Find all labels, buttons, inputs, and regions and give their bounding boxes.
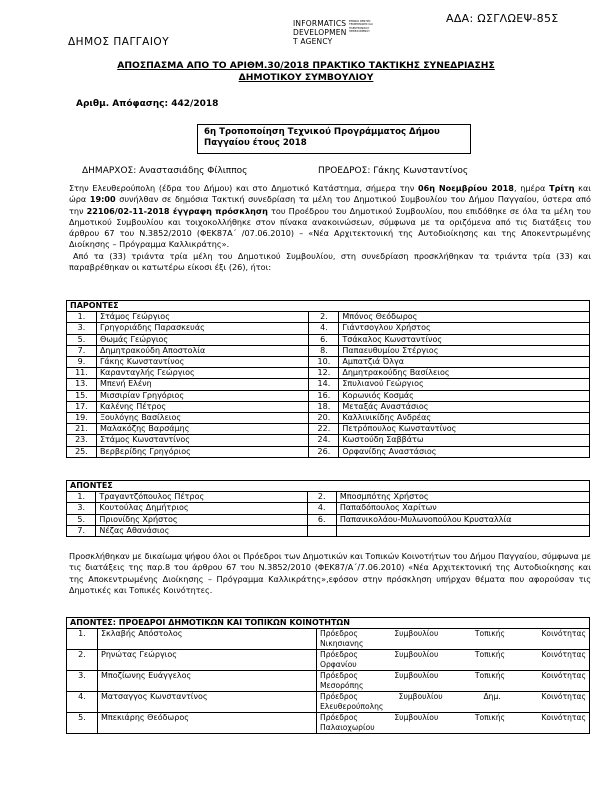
row-number: 7. [67,525,96,536]
role-word: Τοπικής [474,629,505,638]
member-name: Κουτούλας Δημήτριος [96,503,307,514]
member-name: Μπενή Ελένη [96,379,309,390]
ada-code: ΑΔΑ: ΩΣΓΛΩΕΨ-85Σ [446,12,559,25]
mayor-line: ΔΗΜΑΡΧΟΣ: Αναστασιάδης Φίλιππος [82,166,248,176]
present-members-table [66,300,590,458]
president-name: Μποζίωνης Ευάγγελος [98,671,317,692]
row-number: 1. [67,312,97,323]
municipality-name: ΔΗΜΟΣ ΠΑΓΓΑΙΟΥ [68,36,170,48]
member-name: Παπανικολάου-Μυλωνοπούλου Κρυσταλλία [336,514,589,525]
role-word: Κοινότητας [541,713,586,722]
role-word: Συμβουλίου [394,671,439,680]
member-name: Σπυλιανού Γεώργιος [339,379,590,390]
row-number: 4. [67,692,98,713]
community-name: Μεσορόπης [320,681,364,690]
table-row [67,446,590,457]
row-number: 10. [309,357,339,368]
president-name: Ματσαγγος Κωνσταντίνος [98,692,317,713]
table-row [67,435,590,446]
intro-paragraph-2: Από τα (33) τριάντα τρία μέλη του Δημοτικού Συμβουλίου, στη συνεδρίαση προσκλήθηκαν τα τριάντα τρία (33) και παραβρέθηκαν οι κατωτέρω είκοσι έξι (26), ήτοι: [69,250,591,273]
row-number: 22. [309,424,339,435]
table-row [67,357,590,368]
row-number: 2. [67,650,98,671]
table-row [67,650,590,671]
present-header: ΠΑΡΟΝΤΕΣ [67,301,590,312]
role-word: Τοπικής [474,650,505,659]
row-number: 6. [307,514,336,525]
table-row [67,514,590,525]
row-number: 4. [309,323,339,334]
member-name: Πριονίδης Χρήστος [96,514,307,525]
member-name: Καλλινικίδης Ανδρέας [339,413,590,424]
member-name: Αμπατζιά Όλγα [339,357,590,368]
row-number: 2. [307,492,336,503]
member-name: Δημητρακούδη Αποστολία [96,345,309,356]
row-number: 26. [309,446,339,457]
community-name: Νικησιανης [320,639,364,648]
row-number: 12. [309,368,339,379]
member-name: Στάμος Γεώργιος [96,312,309,323]
row-number [307,525,336,536]
role-word: Συμβουλίου [394,629,439,638]
intro-text [69,183,591,273]
role-word: Συμβουλίου [394,650,439,659]
member-name [336,525,589,536]
row-number: 21. [67,424,97,435]
title-line-1: ΑΠΟΣΠΑΣΜΑ ΑΠΟ ΤΟ ΑΡΙΘΜ.30/2018 ΠΡΑΚΤΙΚΟ ΤΑΚΤΙΚΗΣ ΣΥΝΕΔΡΙΑΣΗΣ [117,60,495,71]
role-word: Συμβουλίου [398,692,443,701]
intro-text-d: συνήλθαν σε δημόσια Τακτική συνεδρίαση τα μέλη του Δημοτικού Συμβουλίου του Δήμου Παγγαίου, ύστερα από την [69,194,592,216]
member-name: Ξουλόγης Βασίλειος [96,413,309,424]
table-row [67,345,590,356]
row-number: 6. [309,334,339,345]
table-row [67,671,590,692]
president-name: Σκλαβής Απόστολος [98,629,317,650]
role-word: Κοινότητας [541,650,586,659]
row-number: 20. [309,413,339,424]
invitation-reference: 22106/02-11-2018 έγγραφη πρόσκληση [86,205,268,216]
member-name: Μεταξάς Αναστάσιος [339,401,590,412]
table-row [67,323,590,334]
table-row [67,525,590,536]
table-row [67,390,590,401]
row-number: 5. [67,713,98,734]
row-number: 16. [309,390,339,401]
role-word: Πρόεδρος [320,671,358,680]
absent-header: ΑΠΟΝΤΕΣ [67,481,590,492]
meeting-date: 06η Νοεμβρίου 2018 [417,183,514,193]
table-row [67,692,590,713]
intro-text-a: Στην Ελευθερούπολη (έδρα του Δήμου) και στο Δημοτικό Κατάστημα, σήμερα την [69,183,418,193]
table-row [67,312,590,323]
logo-line: DEVELOPMEN [293,28,347,37]
member-name: Θωμάς Γεώργιος [96,334,309,345]
role-word: Τοπικής [474,713,505,722]
member-name: Μπόνος Θεόδωρος [339,312,590,323]
absent-members-table [66,480,590,537]
intro-paragraph-1 [69,183,591,251]
member-name: Τσάκαλος Κωνσταντίνος [339,334,590,345]
role-word: Πρόεδρος [320,692,358,701]
member-name: Παπαδόπουλος Χαρίτων [336,503,589,514]
community-name: Ορφανίου [320,660,357,669]
member-name: Κωστούδη Σαββάτω [339,435,590,446]
member-name: Μισσιρίαν Γρηγόριος [96,390,309,401]
row-number: 3. [67,503,96,514]
informatics-development-agency-logo [293,19,373,49]
row-number: 24. [309,435,339,446]
row-number: 1. [67,492,96,503]
president-role [317,671,590,692]
absent-presidents-header: ΑΠΟΝΤΕΣ: ΠΡΟΕΔΡΟΙ ΔΗΜΟΤΙΚΩΝ ΚΑΙ ΤΟΠΙΚΩΝ ΚΟΙΝΟΤΗΤΩΝ [67,618,590,629]
table-row [67,401,590,412]
table-row [67,503,590,514]
table-row [67,492,590,503]
role-word: Πρόεδρος [320,629,358,638]
title-line-2: ΔΗΜΟΤΙΚΟΥ ΣΥΜΒΟΥΛΙΟΥ [238,72,374,83]
president-line: ΠΡΟΕΔΡΟΣ: Γάκης Κωνσταντίνος [318,166,469,176]
community-name: Παλαιοχωρίου [320,723,375,732]
logo-small-text: ΕΘΝΙΚΟ ΚΕΝΤΡΟ ΤΕΚΜΗΡΙΩΣΗΣ ΚΑΙ ΗΛΕΚΤΡΟΝΙΚΟΥ ΠΕΡΙΕΧΟΜΕΝΟΥ [349,20,373,33]
member-name: Τραγαντζόπουλος Πέτρος [96,492,307,503]
table-row [67,629,590,650]
table-row [67,713,590,734]
president-role [317,650,590,671]
row-number: 17. [67,401,97,412]
logo-line: INFORMATICS [293,19,347,28]
president-name: Μπεκιάρης Θεόδωρος [98,713,317,734]
document-title [0,60,612,84]
table-row [67,413,590,424]
row-number: 5. [67,334,97,345]
member-name: Γιάντσογλου Χρήστος [339,323,590,334]
member-name: Μαλακόζης Βαρσάμης [96,424,309,435]
table-row [67,424,590,435]
member-name: Γάκης Κωνσταντίνος [96,357,309,368]
intro-text-b: , ημέρα [513,183,550,193]
member-name: Πετρόπουλος Κωνσταντίνος [339,424,590,435]
row-number: 15. [67,390,97,401]
intro-text-c: και ώρα [69,183,592,205]
president-name: Ρηνώτας Γεώργιος [98,650,317,671]
row-number: 1. [67,629,98,650]
row-number: 3. [67,671,98,692]
row-number: 2. [309,312,339,323]
role-word: Κοινότητας [541,671,586,680]
row-number: 23. [67,435,97,446]
absent-presidents-table [66,617,590,734]
member-name: Ορφανίδης Αναστάσιος [339,446,590,457]
row-number: 19. [67,413,97,424]
president-role [317,713,590,734]
role-word: Κοινότητας [541,629,586,638]
intro-text-e: του Προέδρου του Δημοτικού Συμβουλίου, που επιδόθηκε σε όλα τα μέλη του Δημοτικού Συμβουλίου και τοιχοκολλήθηκε στον πίνακα ανακοινώσεων, σύμφωνα με τα οριζόμενα από τις διατάξεις του άρθρου 67 του Ν.3852/2010 (ΦΕΚ87Α΄ /07.06.2010) – «Νέα Αρχιτεκτονική της Αυτοδιοίκησης και της Αποκεντρωμένης Διοίκησης – Πρόγραμμα Καλλικράτης». [69,205,591,250]
row-number: 18. [309,401,339,412]
row-number: 14. [309,379,339,390]
table-row [67,379,590,390]
meeting-time: 19:00 [89,194,116,205]
row-number: 25. [67,446,97,457]
community-name: Ελευθερούπολης [320,702,384,711]
presidents-invitation-text: Προσκλήθηκαν με δικαίωμα ψήφου όλοι οι Πρόεδροι των Δημοτικών και Τοπικών Κοινοτήτων του Δήμου Παγγαίου, σύμφωνα με τις διατάξεις της παρ.8 του άρθρου 67 του Ν.3852/2010 (ΦΕΚ87/Α΄/7.06.2010) «Νέα Αρχιτεκτονική της Αυτοδιοίκησης και της Αποκεντρωμένης Διοίκησης – Πρόγραμμα Καλλικράτης»,εφόσον στην πρόσκληση υπήρχαν θέματα που αφορούσαν τις Δημοτικές και Τοπικές Κοινότητες. [69,551,591,595]
member-name: Στάμος Κωνσταντίνος [96,435,309,446]
row-number: 5. [67,514,96,525]
member-name: Βερβερίδης Γρηγόριος [96,446,309,457]
subject-box: 6η Τροποποίηση Τεχνικού Προγράμματος Δήμου Παγγαίου έτους 2018 [197,124,471,154]
member-name: Δημητρακούδης Βασίλειος [339,368,590,379]
member-name: Παπαευθυμίου Στέργιος [339,345,590,356]
role-word: Κοινότητας [541,692,586,701]
member-name: Καρανταγλής Γεώργιος [96,368,309,379]
row-number: 9. [67,357,97,368]
role-word: Τοπικής [474,671,505,680]
role-word: Πρόεδρος [320,713,358,722]
president-role [317,692,590,713]
row-number: 8. [309,345,339,356]
logo-line: T AGENCY [293,37,333,46]
table-row [67,334,590,345]
member-name: Μποσμπότης Χρήστος [336,492,589,503]
row-number: 4. [307,503,336,514]
meeting-day: Τρίτη [549,183,575,193]
table-row [67,368,590,379]
row-number: 13. [67,379,97,390]
member-name: Κορωνιός Κοσμάς [339,390,590,401]
role-word: Συμβουλίου [394,713,439,722]
row-number: 11. [67,368,97,379]
row-number: 7. [67,345,97,356]
decision-number: Αριθμ. Απόφασης: 442/2018 [76,99,219,109]
member-name: Γρηγοριάδης Παρασκευάς [96,323,309,334]
role-word: Δημ. [483,692,501,701]
row-number: 3. [67,323,97,334]
president-role [317,629,590,650]
role-word: Πρόεδρος [320,650,358,659]
member-name: Νέζας Αθανάσιος [96,525,307,536]
member-name: Καλένης Πέτρος [96,401,309,412]
